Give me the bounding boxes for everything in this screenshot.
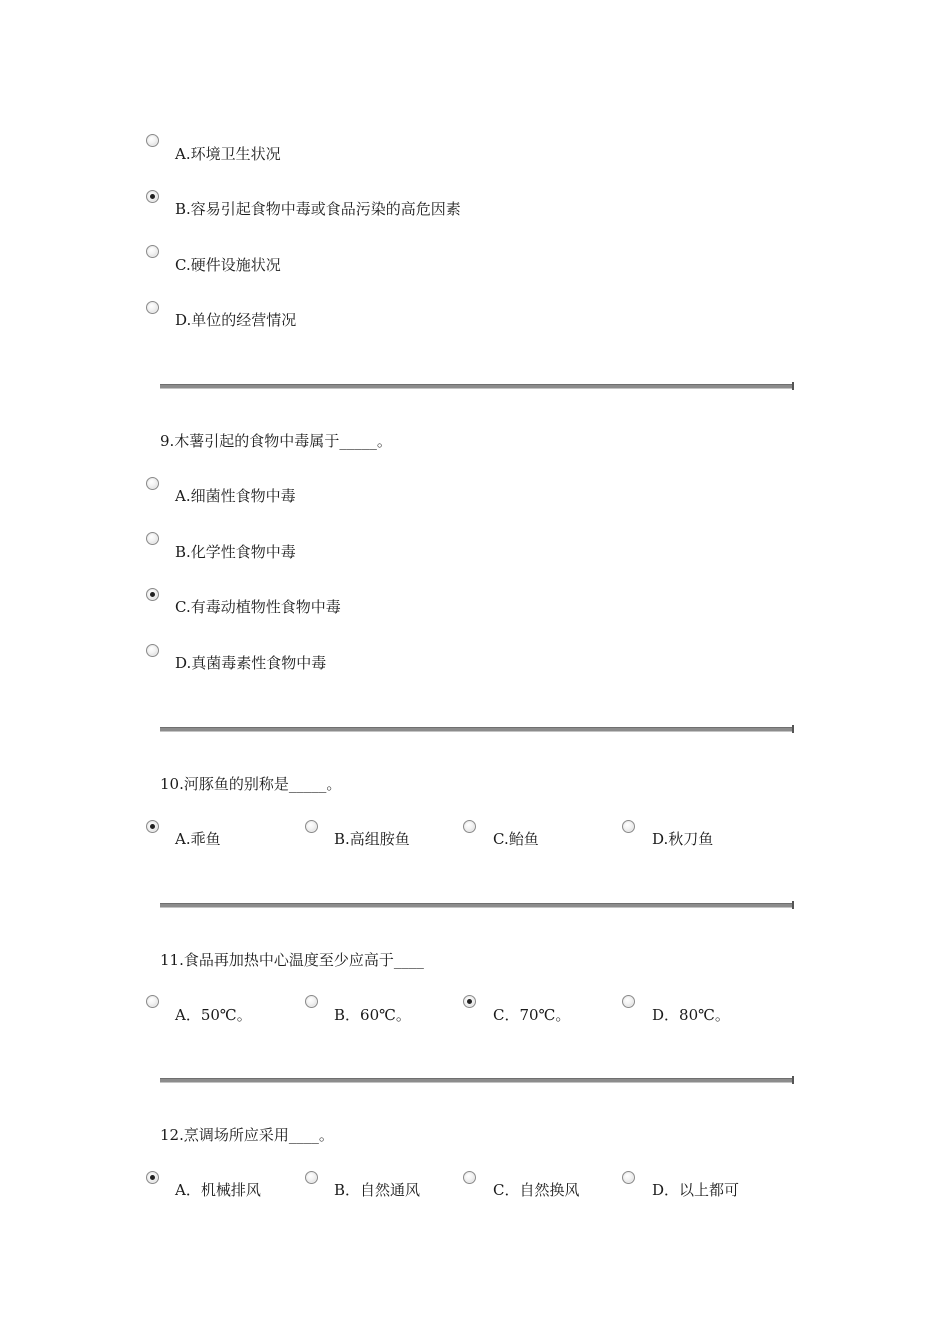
q11-option-a-label: A．50℃。 <box>175 1006 252 1024</box>
q10-option-b-label: B.高组胺鱼 <box>334 830 410 848</box>
q8-radio-c[interactable] <box>146 245 159 258</box>
q8-radio-a[interactable] <box>146 134 159 147</box>
q9-title: 9.木薯引起的食物中毒属于_____。 <box>160 432 392 450</box>
q11-option-b-label: B．60℃。 <box>334 1006 411 1024</box>
question-divider <box>160 903 792 908</box>
q8-option-b-label: B.容易引起食物中毒或食品污染的高危因素 <box>175 200 461 218</box>
q11-radio-c[interactable] <box>463 995 476 1008</box>
q8-option-d-label: D.单位的经营情况 <box>175 311 297 329</box>
q12-radio-a[interactable] <box>146 1171 159 1184</box>
q10-radio-c[interactable] <box>463 820 476 833</box>
q10-option-d-label: D.秋刀鱼 <box>652 830 714 848</box>
question-divider <box>160 1078 792 1083</box>
q9-radio-c[interactable] <box>146 588 159 601</box>
q12-option-c-label: C．自然换风 <box>493 1181 580 1199</box>
q9-radio-b[interactable] <box>146 532 159 545</box>
q11-radio-a[interactable] <box>146 995 159 1008</box>
q10-option-a-label: A.乖鱼 <box>175 830 221 848</box>
q11-radio-d[interactable] <box>622 995 635 1008</box>
q9-option-d-label: D.真菌毒素性食物中毒 <box>175 654 327 672</box>
q12-option-a-label: A．机械排风 <box>175 1181 261 1199</box>
q12-radio-d[interactable] <box>622 1171 635 1184</box>
q10-radio-d[interactable] <box>622 820 635 833</box>
q10-title: 10.河豚鱼的别称是_____。 <box>160 775 342 793</box>
q10-radio-a[interactable] <box>146 820 159 833</box>
q9-option-c-label: C.有毒动植物性食物中毒 <box>175 598 341 616</box>
q11-option-c-label: C．70℃。 <box>493 1006 571 1024</box>
q10-option-c-label: C.鲐鱼 <box>493 830 539 848</box>
q8-option-c-label: C.硬件设施状况 <box>175 256 281 274</box>
q9-option-b-label: B.化学性食物中毒 <box>175 543 296 561</box>
q12-title: 12.烹调场所应采用____。 <box>160 1126 334 1144</box>
q12-radio-b[interactable] <box>305 1171 318 1184</box>
q11-radio-b[interactable] <box>305 995 318 1008</box>
q8-radio-d[interactable] <box>146 301 159 314</box>
q12-radio-c[interactable] <box>463 1171 476 1184</box>
question-divider <box>160 384 792 389</box>
q8-radio-b[interactable] <box>146 190 159 203</box>
q10-radio-b[interactable] <box>305 820 318 833</box>
q9-radio-a[interactable] <box>146 477 159 490</box>
q11-option-d-label: D．80℃。 <box>652 1006 730 1024</box>
q12-option-d-label: D．以上都可 <box>652 1181 740 1199</box>
q12-option-b-label: B．自然通风 <box>334 1181 421 1199</box>
q9-option-a-label: A.细菌性食物中毒 <box>175 487 296 505</box>
question-divider <box>160 727 792 732</box>
q11-title: 11.食品再加热中心温度至少应高于____ <box>160 951 424 969</box>
q8-option-a-label: A.环境卫生状况 <box>175 145 281 163</box>
q9-radio-d[interactable] <box>146 644 159 657</box>
